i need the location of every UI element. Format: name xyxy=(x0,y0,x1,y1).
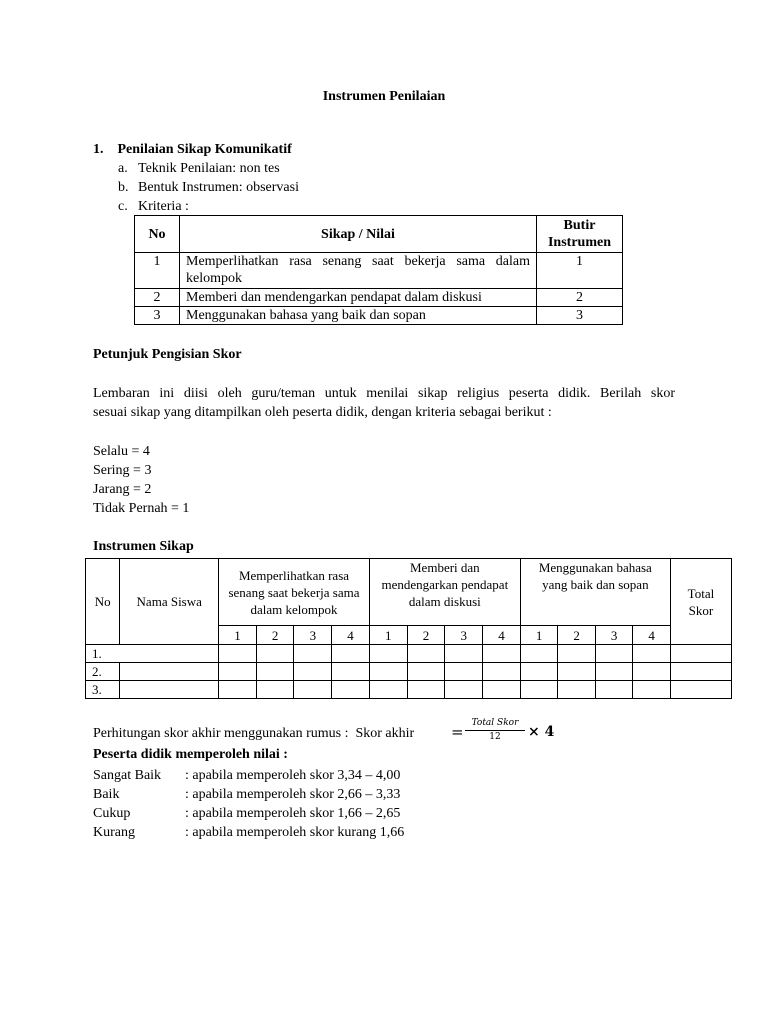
score-cell xyxy=(520,681,558,699)
header-sikap: Sikap / Nilai xyxy=(180,216,537,253)
score-cell xyxy=(595,645,633,663)
formula-numerator: Total Skor xyxy=(465,718,525,731)
score-header: 2 xyxy=(558,626,596,645)
header-no: No xyxy=(135,216,180,253)
row-number: 2. xyxy=(86,663,120,681)
table-header-row xyxy=(86,559,732,626)
scale-item: Jarang = 2 xyxy=(93,482,152,497)
table-row xyxy=(86,681,732,699)
list-text: Bentuk Instrumen: observasi xyxy=(138,180,299,195)
score-cell xyxy=(633,681,671,699)
formula-fraction xyxy=(465,718,525,743)
list-item xyxy=(118,159,280,178)
section-heading: Petunjuk Pengisian Skor xyxy=(93,347,242,362)
score-cell xyxy=(256,681,294,699)
score-cell xyxy=(595,663,633,681)
list-marker: c. xyxy=(118,199,128,214)
header-aspect: Menggunakan bahasa yang baik dan sopan xyxy=(520,559,670,626)
scale-item: Selalu = 4 xyxy=(93,444,150,459)
table-row xyxy=(86,663,732,681)
list-item xyxy=(118,197,189,216)
cell-no: 2 xyxy=(135,289,180,307)
header-aspect: Memperlihatkan rasa senang saat bekerja sama dalam kelompok xyxy=(219,559,370,626)
table-row xyxy=(86,645,732,663)
formula-denominator: 12 xyxy=(489,732,501,742)
cell-sikap: Memperlihatkan rasa senang saat bekerja sama dalam kelompok xyxy=(180,253,537,289)
table-row xyxy=(135,307,623,325)
score-cell xyxy=(369,681,407,699)
total-cell xyxy=(670,681,731,699)
score-cell xyxy=(256,645,294,663)
cell-sikap: Menggunakan bahasa yang baik dan sopan xyxy=(180,307,537,325)
score-cell xyxy=(294,645,332,663)
score-cell xyxy=(294,681,332,699)
grade-label: Cukup xyxy=(93,806,131,821)
row-number: 3. xyxy=(86,681,120,699)
score-cell xyxy=(369,645,407,663)
header-butir: Butir Instrumen xyxy=(537,216,623,253)
score-cell xyxy=(294,663,332,681)
total-cell xyxy=(670,645,731,663)
score-cell xyxy=(332,663,370,681)
table-header-row xyxy=(135,216,623,253)
header-total: Total Skor xyxy=(670,559,731,645)
formula-multiplier: × 4 xyxy=(528,724,555,740)
header-no: No xyxy=(86,559,120,645)
score-header: 4 xyxy=(633,626,671,645)
score-cell xyxy=(445,663,483,681)
score-cell xyxy=(483,681,521,699)
score-cell xyxy=(219,681,257,699)
name-cell xyxy=(120,681,219,699)
formula-text: Perhitungan skor akhir menggunakan rumus : Skor akhir xyxy=(93,726,415,741)
formula-equals: = xyxy=(451,723,464,741)
score-cell xyxy=(633,663,671,681)
list-text: Teknik Penilaian: non tes xyxy=(138,161,280,176)
criteria-table xyxy=(134,215,623,325)
grade-label: Baik xyxy=(93,787,120,802)
score-header: 1 xyxy=(219,626,257,645)
score-header: 4 xyxy=(483,626,521,645)
list-text: Kriteria : xyxy=(138,199,189,214)
header-nama-siswa: Nama Siswa xyxy=(120,559,219,645)
score-cell xyxy=(219,663,257,681)
score-cell xyxy=(445,681,483,699)
page-title: Instrumen Penilaian xyxy=(322,89,446,104)
cell-butir: 3 xyxy=(537,307,623,325)
grade-desc: : apabila memperoleh skor 3,34 – 4,00 xyxy=(185,768,401,783)
cell-butir: 2 xyxy=(537,289,623,307)
score-cell xyxy=(558,645,596,663)
table-row xyxy=(135,289,623,307)
score-header: 3 xyxy=(445,626,483,645)
score-header: 3 xyxy=(595,626,633,645)
section-heading: 1. Penilaian Sikap Komunikatif xyxy=(93,142,292,157)
score-header: 4 xyxy=(332,626,370,645)
score-cell xyxy=(219,645,257,663)
cell-sikap: Memberi dan mendengarkan pendapat dalam diskusi xyxy=(180,289,537,307)
score-cell xyxy=(332,645,370,663)
score-header: 2 xyxy=(407,626,445,645)
score-header: 2 xyxy=(256,626,294,645)
score-cell xyxy=(520,645,558,663)
score-cell xyxy=(407,645,445,663)
grade-desc: : apabila memperoleh skor kurang 1,66 xyxy=(185,825,405,840)
grade-desc: : apabila memperoleh skor 2,66 – 3,33 xyxy=(185,787,401,802)
list-item xyxy=(118,178,299,197)
score-cell xyxy=(595,681,633,699)
score-cell xyxy=(633,645,671,663)
score-cell xyxy=(520,663,558,681)
cell-butir: 1 xyxy=(537,253,623,289)
list-marker: b. xyxy=(118,180,129,195)
paragraph-line: sesuai sikap yang ditampilkan oleh peserta didik, dengan kriteria sebagai berikut : xyxy=(93,405,552,420)
score-cell xyxy=(407,663,445,681)
paragraph-line: Lembaran ini diisi oleh guru/teman untuk menilai sikap religius peserta didik. Berilah skor xyxy=(93,386,675,401)
score-cell xyxy=(558,663,596,681)
cell-no: 3 xyxy=(135,307,180,325)
score-cell xyxy=(407,681,445,699)
total-cell xyxy=(670,663,731,681)
score-header: 1 xyxy=(369,626,407,645)
score-header: 3 xyxy=(294,626,332,645)
score-cell xyxy=(332,681,370,699)
scale-item: Sering = 3 xyxy=(93,463,152,478)
score-cell xyxy=(256,663,294,681)
score-cell xyxy=(483,663,521,681)
grade-label: Kurang xyxy=(93,825,135,840)
instrumen-sikap-table xyxy=(85,558,732,699)
score-cell xyxy=(558,681,596,699)
cell-no: 1 xyxy=(135,253,180,289)
score-cell xyxy=(483,645,521,663)
name-cell xyxy=(120,663,219,681)
score-cell xyxy=(445,645,483,663)
section-heading: Instrumen Sikap xyxy=(93,539,194,554)
table-row xyxy=(135,253,623,289)
row-number: 1. xyxy=(86,645,219,663)
score-cell xyxy=(369,663,407,681)
grade-label: Sangat Baik xyxy=(93,768,162,783)
grade-desc: : apabila memperoleh skor 1,66 – 2,65 xyxy=(185,806,401,821)
scale-item: Tidak Pernah = 1 xyxy=(93,501,190,516)
list-marker: a. xyxy=(118,161,128,176)
score-header: 1 xyxy=(520,626,558,645)
header-aspect: Memberi dan mendengarkan pendapat dalam diskusi xyxy=(369,559,520,626)
section-heading: Peserta didik memperoleh nilai : xyxy=(93,747,288,762)
